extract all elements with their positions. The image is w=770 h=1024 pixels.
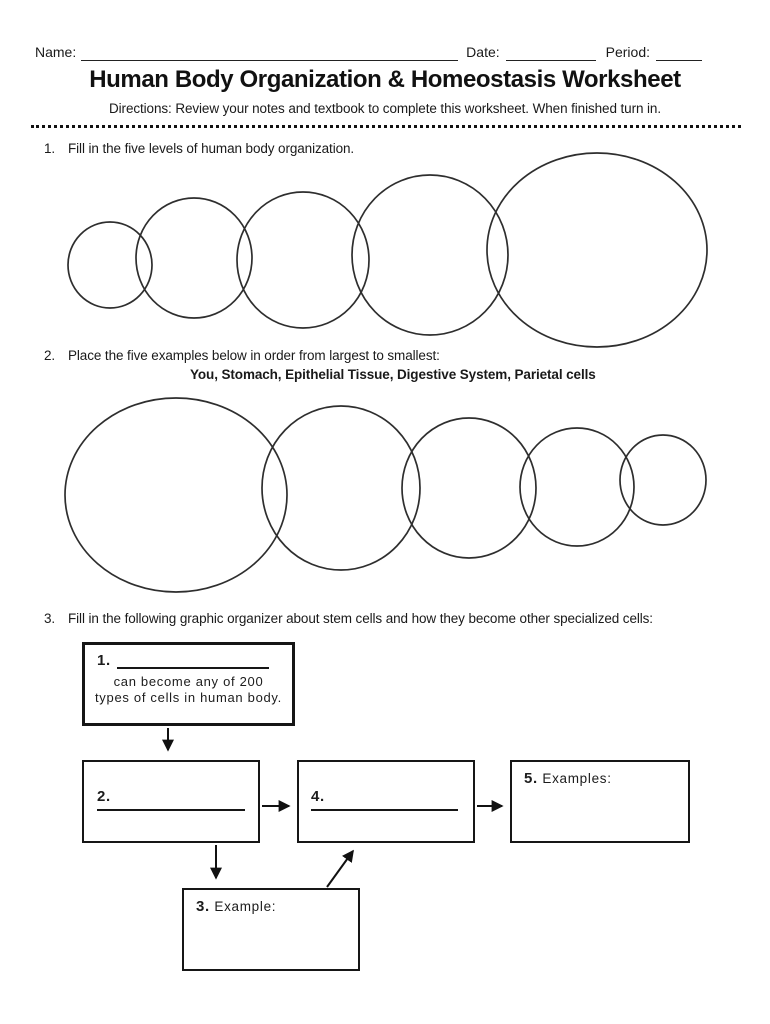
box-5-number: 5.	[524, 770, 538, 787]
page-title: Human Body Organization & Homeostasis Worksheet	[89, 66, 681, 93]
period-blank[interactable]	[656, 45, 702, 61]
question-3-number: 3.	[44, 611, 56, 626]
box-3-label: Example:	[214, 899, 277, 914]
stem-cell-box-1[interactable]	[82, 642, 295, 726]
organization-circle-3[interactable]	[237, 192, 369, 328]
size-circle-4[interactable]	[520, 428, 634, 546]
question-2-text: Place the five examples below in order from largest to smallest:	[68, 348, 440, 363]
box-4-number: 4.	[311, 788, 325, 805]
box-1-caption-line-1: can become any of 200	[113, 674, 264, 689]
question-2-number: 2.	[44, 348, 56, 363]
organization-circles-diagram	[0, 150, 770, 356]
box-2-blank[interactable]	[97, 788, 245, 811]
box-3-number: 3.	[196, 898, 210, 915]
question-1-text: Fill in the five levels of human body organization.	[68, 141, 355, 156]
question-2-example-words: You, Stomach, Epithelial Tissue, Digestive System, Parietal cells	[190, 367, 596, 382]
name-blank[interactable]	[81, 45, 458, 61]
name-label: Name:	[35, 44, 77, 60]
size-order-circles-diagram	[0, 393, 770, 605]
size-circle-2[interactable]	[262, 406, 420, 570]
question-1-number: 1.	[44, 141, 56, 156]
size-circle-3[interactable]	[402, 418, 536, 558]
box-4-blank[interactable]	[311, 788, 458, 811]
box-5-label: Examples:	[542, 771, 612, 786]
box-1-caption-line-2: types of cells in human body.	[95, 689, 282, 705]
date-label: Date:	[466, 44, 500, 60]
directions-text: Directions: Review your notes and textbook to complete this worksheet. When finished turn in.	[109, 101, 661, 116]
box-1-number: 1.	[97, 652, 111, 669]
question-3	[44, 611, 653, 626]
box-2-number: 2.	[97, 788, 111, 805]
size-circle-1[interactable]	[65, 398, 287, 592]
question-3-text: Fill in the following graphic organizer about stem cells and how they become other specialized cells:	[68, 611, 653, 626]
stem-cell-box-5[interactable]	[510, 760, 690, 843]
stem-cell-box-3[interactable]	[182, 888, 360, 971]
box-1-blank[interactable]	[117, 652, 269, 669]
organization-circle-4[interactable]	[352, 175, 508, 335]
organization-circle-2[interactable]	[136, 198, 252, 318]
period-label: Period:	[605, 44, 650, 60]
question-2	[44, 348, 440, 363]
organization-circle-5[interactable]	[487, 153, 707, 347]
dotted-separator	[31, 125, 741, 128]
date-blank[interactable]	[506, 45, 596, 61]
stem-cell-box-2[interactable]	[82, 760, 260, 843]
header-id-row	[35, 44, 702, 61]
stem-cell-box-4[interactable]	[297, 760, 475, 843]
arrow-box3-to-box4	[327, 851, 353, 887]
